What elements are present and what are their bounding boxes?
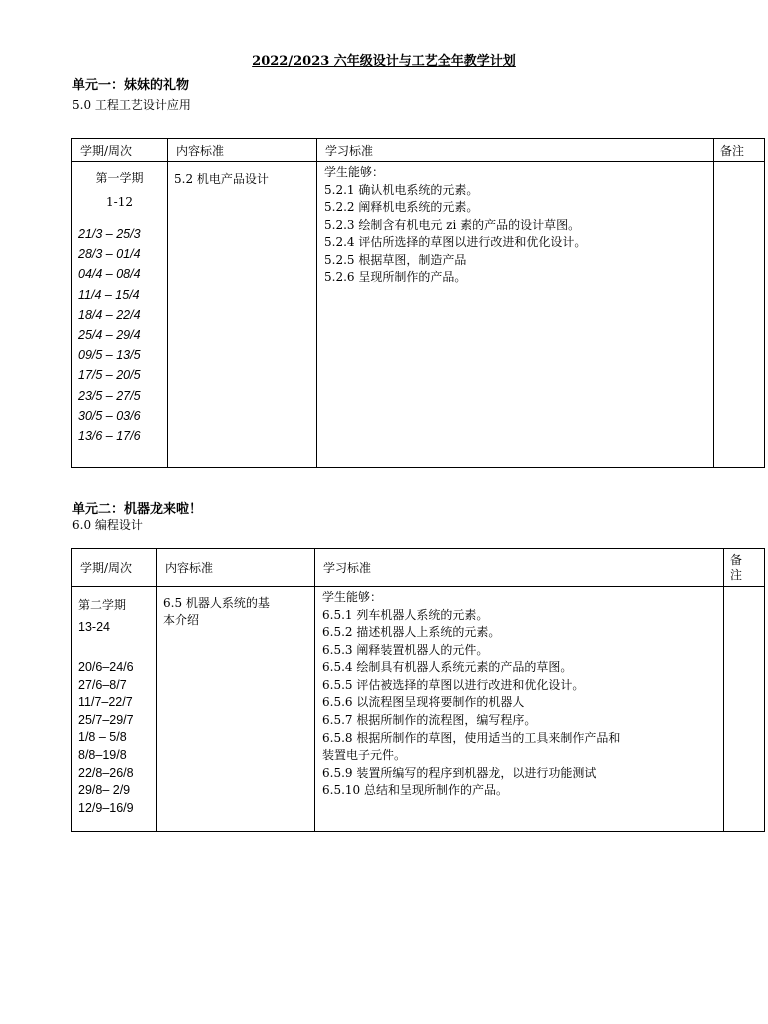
unit2-date-item: 20/6–24/6 — [78, 660, 134, 674]
unit1-learning-item: 5.2.3 绘制含有机电元 zi 素的产品的设计草图。 — [324, 217, 581, 232]
unit2-learning-item: 6.5.2 描述机器人上系统的元素。 — [322, 625, 501, 640]
unit1-header-remarks: 备注 — [714, 139, 765, 162]
unit2-learning-item: 6.5.8 根据所制作的草图，使用适当的工具来制作产品和 — [322, 730, 621, 745]
unit2-date-item: 22/8–26/8 — [78, 765, 134, 780]
unit2-learning-item: 6.5.1 列车机器人系统的元素。 — [322, 607, 489, 622]
unit2-header-remarks-line1: 备 — [730, 552, 743, 567]
unit2-learning-item: 6.5.10 总结和呈现所制作的产品。 — [322, 783, 508, 798]
unit2-date-item: 25/7–29/7 — [78, 712, 134, 727]
unit1-header-content-standard: 内容标准 — [168, 139, 317, 162]
unit1-header-row — [72, 139, 765, 162]
unit1-date-list — [72, 224, 167, 446]
unit1-date-item: 11/4 – 15/4 — [78, 287, 140, 302]
unit2-date-item: 1/8 – 5/8 — [78, 730, 127, 745]
unit2-date-list — [78, 659, 156, 817]
unit1-learning-item: 5.2.1 确认机电系统的元素。 — [324, 182, 479, 197]
unit1-term: 第一学期 — [95, 171, 144, 185]
unit1-content-standard: 5.2 机电产品设计 — [174, 172, 269, 186]
unit2-date-item: 29/8– 2/9 — [78, 783, 131, 798]
unit2-header-term-week: 学期/周次 — [72, 549, 157, 587]
unit1-learning-item: 5.2.4 评估所选择的草图以进行改进和优化设计。 — [324, 235, 587, 249]
unit2-body-row — [72, 587, 765, 832]
unit2-learning-item: 6.5.9 装置所编写的程序到机器龙，以进行功能测试 — [322, 765, 597, 780]
unit2-learning-item: 6.5.4 绘制具有机器人系统元素的产品的草图。 — [322, 660, 573, 675]
unit1-body-row — [72, 162, 765, 468]
unit2-learning-intro: 学生能够： — [322, 590, 383, 604]
unit2-learning-item: 装置电子元件。 — [322, 748, 407, 763]
document-title: 2022/2023 六年级设计与工艺全年教学计划 — [252, 54, 516, 69]
unit1-date-item: 28/3 – 01/4 — [78, 247, 141, 262]
unit2-content-standard-line1: 6.5 机器人系统的基 — [163, 596, 270, 610]
unit2-date-item: 11/7–22/7 — [78, 695, 133, 710]
unit1-title: 单元一：妹妹的礼物 — [72, 78, 190, 93]
unit2-weeks: 13-24 — [78, 620, 110, 634]
unit2-title: 单元二：机器龙来啦！ — [72, 502, 203, 517]
unit2-date-item: 12/9–16/9 — [78, 800, 134, 815]
unit2-learning-item: 6.5.7 根据所制作的流程图，编写程序。 — [322, 713, 537, 728]
unit2-date-item: 8/8–19/8 — [78, 747, 127, 762]
unit1-date-item: 13/6 – 17/6 — [78, 429, 141, 444]
unit1-learning-intro: 学生能够： — [324, 165, 385, 179]
unit2-remarks-cell — [724, 587, 765, 832]
unit1-learning-item: 5.2.5 根据草图，制造产品 — [324, 252, 467, 267]
unit1-learning-standard-cell — [317, 162, 714, 468]
unit1-date-item: 30/5 – 03/6 — [78, 408, 141, 423]
unit2-learning-list — [322, 607, 723, 801]
unit1-date-item: 25/4 – 29/4 — [78, 328, 141, 343]
unit1-term-cell — [72, 162, 168, 468]
unit2-header-remarks-line2: 注 — [730, 567, 743, 582]
unit2-term-cell — [72, 587, 157, 832]
unit1-date-item: 21/3 – 25/3 — [78, 227, 141, 241]
unit1-learning-item: 5.2.2 阐释机电系统的元素。 — [324, 200, 479, 214]
unit1-learning-item: 5.2.6 呈现所制作的产品。 — [324, 270, 467, 284]
unit1-subtitle: 5.0 工程工艺设计应用 — [72, 98, 191, 112]
unit2-learning-standard-cell — [315, 587, 724, 832]
unit1-date-item: 09/5 – 13/5 — [78, 348, 141, 363]
unit1-remarks-cell — [714, 162, 765, 468]
unit2-header-learning-standard: 学习标准 — [315, 549, 724, 587]
unit1-weeks: 1-12 — [106, 195, 133, 209]
unit1-learning-list — [324, 182, 713, 287]
unit1-table — [71, 138, 765, 468]
unit1-header-term-week: 学期/周次 — [72, 139, 168, 162]
unit2-term: 第二学期 — [78, 598, 127, 612]
unit1-date-item: 17/5 – 20/5 — [78, 368, 141, 383]
unit2-header-remarks — [724, 549, 765, 587]
unit2-learning-item: 6.5.3 阐释装置机器人的元件。 — [322, 642, 489, 657]
unit1-date-item: 04/4 – 08/4 — [78, 267, 141, 282]
unit1-date-item: 23/5 – 27/5 — [78, 388, 141, 403]
unit2-subtitle: 6.0 编程设计 — [72, 518, 143, 532]
unit2-content-standard-line2: 本介绍 — [163, 613, 200, 627]
unit2-header-content-standard: 内容标准 — [157, 549, 315, 587]
unit2-date-item: 27/6–8/7 — [78, 677, 127, 692]
unit2-learning-item: 6.5.5 评估被选择的草图以进行改进和优化设计。 — [322, 677, 585, 692]
unit2-table — [71, 548, 765, 832]
unit1-header-learning-standard: 学习标准 — [317, 139, 714, 162]
unit2-content-standard-cell — [157, 587, 315, 832]
unit2-learning-item: 6.5.6 以流程图呈现将要制作的机器人 — [322, 695, 525, 710]
unit1-date-item: 18/4 – 22/4 — [78, 307, 141, 322]
unit1-content-standard-cell — [168, 162, 317, 468]
unit2-header-row — [72, 549, 765, 587]
